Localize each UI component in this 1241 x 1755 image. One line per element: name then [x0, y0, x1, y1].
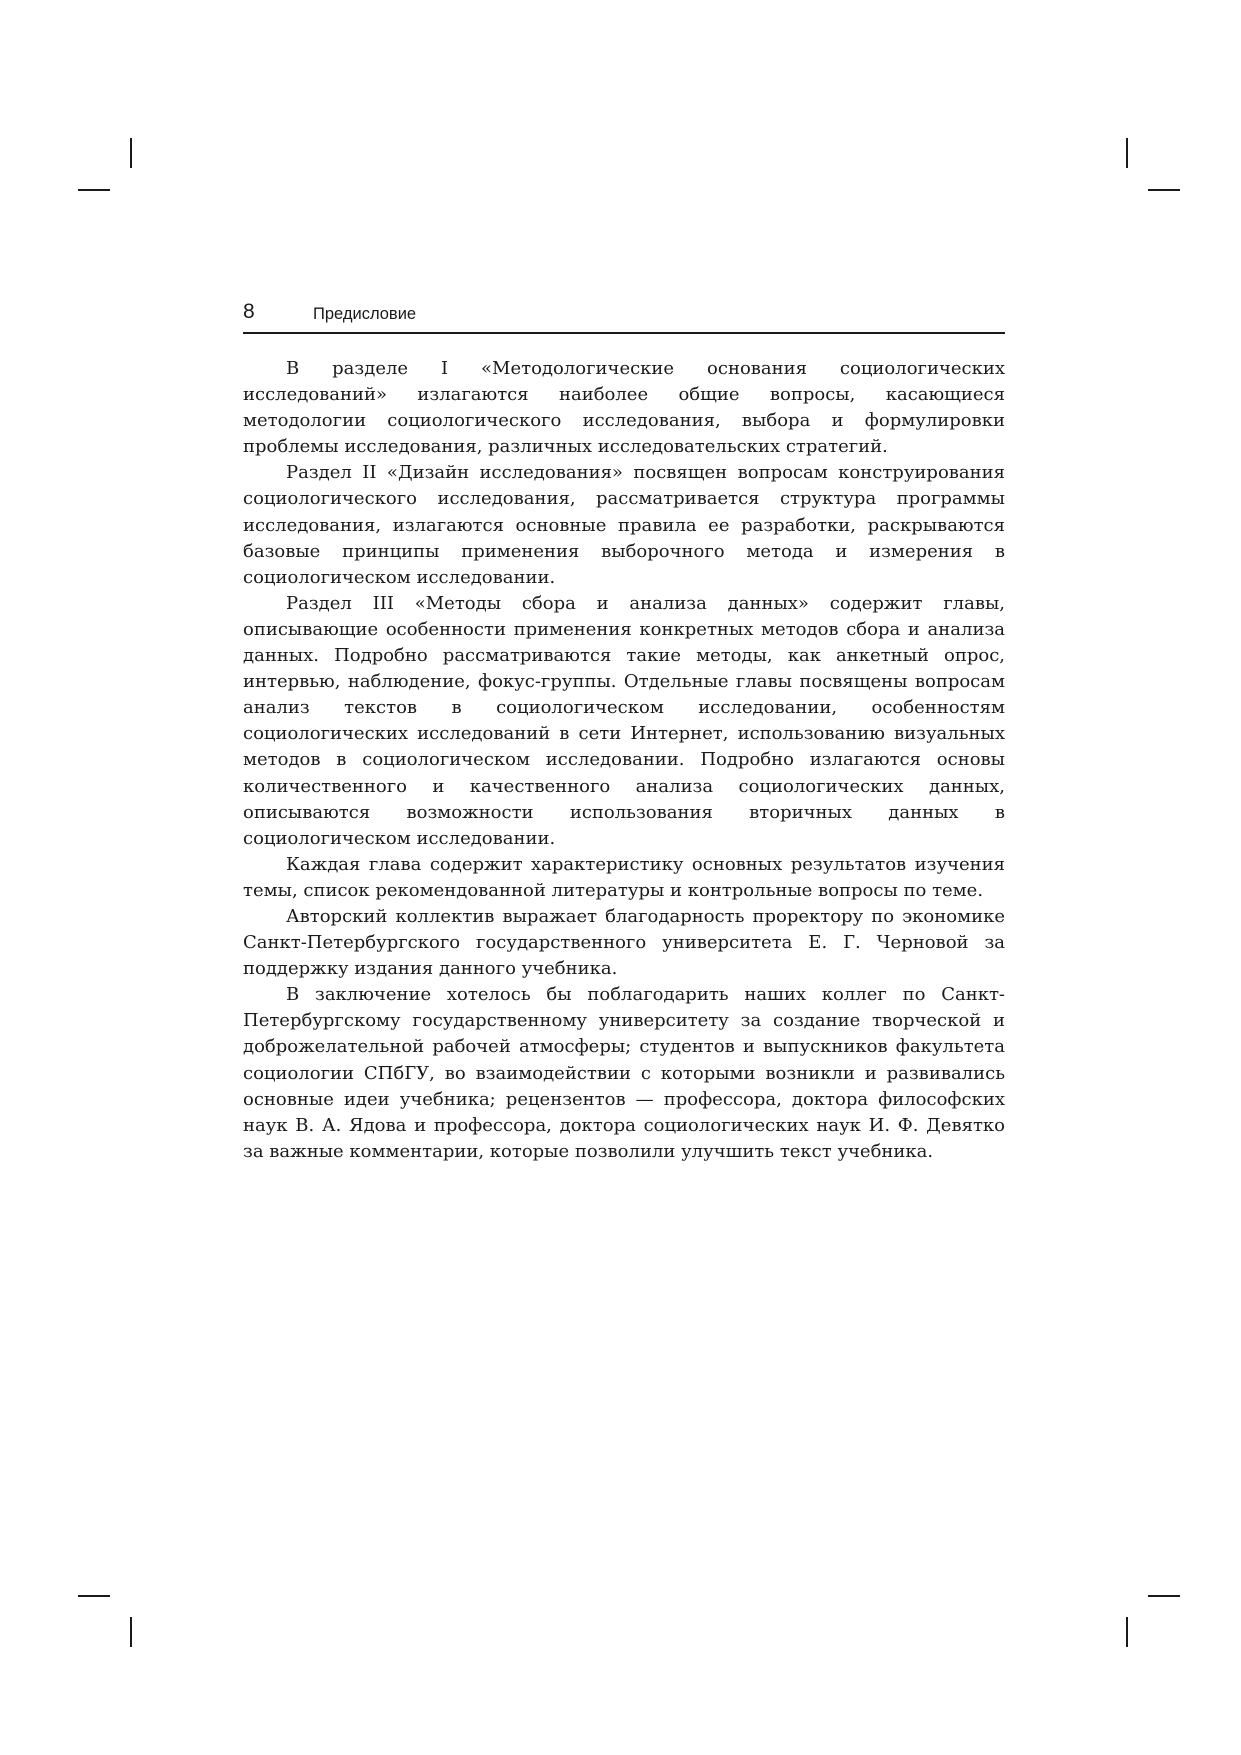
paragraph: В заключение хотелось бы поблагодарить наших коллег по Санкт-Петербургскому государственному университету за создание творческой и доброжелательной рабочей атмосферы; студентов и выпускников факультета социологии СПбГУ, во взаимодействии с которыми возникли и развивались основные идеи учебника; рецензентов — профессора, доктора философских наук В. А. Ядова и профессора, доктора социологических наук И. Ф. Девятко за важные комментарии, которые позволили улучшить текст учебника.	[243, 984, 1005, 1162]
paragraph: В разделе I «Методологические основания социологических исследований» излагаются наиболее общие вопросы, касающиеся методологии социологического исследования, выбора и формулировки проблемы исследования, различных исследовательских стратегий.	[243, 358, 1005, 458]
paragraph: Раздел II «Дизайн исследования» посвящен вопросам конструирования социологического исследования, рассматривается структура программы исследования, излагаются основные правила ее разработки, раскрываются базовые принципы применения выборочного метода и измерения в социологическом исследовании.	[243, 462, 1005, 588]
page-number: 8	[243, 300, 255, 323]
crop-mark-bottom-left-vertical	[130, 1617, 132, 1647]
crop-mark-top-right-vertical	[1126, 138, 1128, 168]
crop-mark-bottom-right-vertical	[1126, 1617, 1128, 1647]
crop-mark-top-right-horizontal	[1148, 189, 1180, 191]
crop-mark-bottom-right-horizontal	[1148, 1595, 1180, 1597]
section-title: Предисловие	[313, 305, 417, 323]
crop-mark-bottom-left-horizontal	[78, 1595, 110, 1597]
running-head	[243, 298, 1005, 334]
crop-mark-top-left-vertical	[130, 138, 132, 168]
paragraph: Раздел III «Методы сбора и анализа данных» содержит главы, описывающие особенности применения конкретных методов сбора и анализа данных. Подробно рассматриваются такие методы, как анкетный опрос, интервью, наблюдение, фокус-группы. Отдельные главы посвящены вопросам анализ текстов в социологическом исследовании, особенностям социологических исследований в сети Интернет, использованию визуальных методов в социологическом исследовании. Подробно излагаются основы количественного и качественного анализа социологических данных, описываются возможности использования вторичных данных в социологическом исследовании.	[243, 592, 1005, 849]
paragraph: Авторский коллектив выражает благодарность проректору по экономике Санкт-Петербургского государственного университета Е. Г. Черновой за поддержку издания данного учебника.	[243, 905, 1005, 980]
crop-mark-top-left-horizontal	[78, 189, 110, 191]
paragraph: Каждая глава содержит характеристику основных результатов изучения темы, список рекомендованной литературы и контрольные вопросы по теме.	[243, 853, 1005, 901]
body-text	[243, 356, 1005, 1165]
